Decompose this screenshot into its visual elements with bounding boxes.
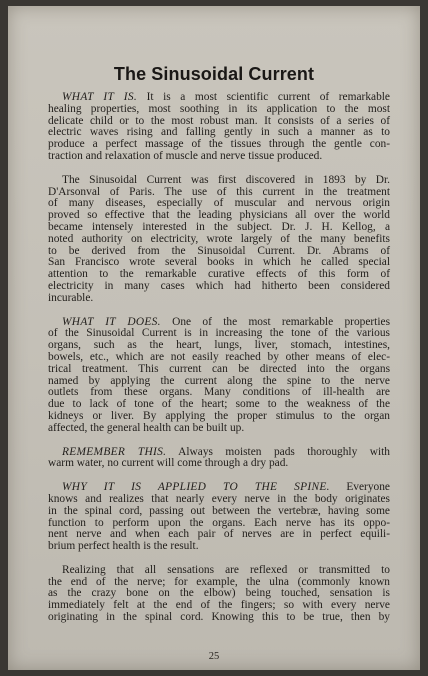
text-line: became intensely interested in the subject. Dr. J. H. Kellog, a [48,220,390,233]
text-line: outlets from these organs. Many conditions of ill-health are [48,386,390,399]
text-line: as the crazy bone on the elbow) being touched, sensation is [48,587,390,600]
text-line: proved so effective that the leading physicians all over the world [48,209,390,222]
text-line: originating in the spinal cord. Knowing this to be true, then by [48,611,390,624]
text-line-content: Everyone [346,481,390,494]
text-line: in the spinal cord, passing out between the vertebræ, having some [48,504,390,517]
page-body [48,92,390,636]
text-line: delicate child or to the most robust man. It consists of a series of [48,114,390,127]
paragraph-remember-this [48,447,390,471]
text-line: electric waves rising and falling gently in such a manner as to [48,126,390,139]
page-title: The Sinusoidal Current [113,64,315,84]
text-line: function to perform upon the organs. Each nerve has its oppo- [48,516,390,529]
text-line: brium perfect health is the result. [48,540,199,553]
paragraph-realizing [48,565,390,624]
text-line: to be derived from the Sinusoidal Current. Dr. Abrams of [48,244,390,257]
text-line-content: It is a most scientific current of remarkable [146,91,390,103]
text-line: attention to the remarkable curative effects of this form of [48,268,390,281]
text-line: organs, such as the heart, lungs, liver, stomach, intestines, [48,339,390,352]
text-line: affected, the general health can be built up. [48,421,245,434]
text-line: traction and relaxation of muscle and nerve tissue produced. [48,149,323,162]
paragraph-what-it-does [48,317,390,435]
paragraph-discovery [48,175,390,305]
text-line: The Sinusoidal Current was first discovered in 1893 by Dr. [62,173,390,186]
text-line: electricity in many cases which had hitherto been considered [48,279,390,292]
text-line: healing properties, most soothing in its application to the most [48,102,390,115]
paragraph-lead: WHY IT IS APPLIED TO THE SPINE. [62,481,330,494]
text-line: the end of the nerve; for example, the ulna (commonly known [48,575,390,588]
text-line: due to lack of tone of the heart; some to the weakness of the [48,398,390,411]
text-line: kidneys or liver. By applying the proper stimulus to the organ [48,409,390,422]
text-line-content: Always moisten pads thoroughly with [178,445,390,458]
text-line: Realizing that all sensations are reflexed or transmitted to [62,563,390,576]
text-line: warm water, no current will come through a dry pad. [48,457,289,470]
text-line: immediately felt at the end of the fingers; so with every nerve [48,599,390,612]
text-line: named by applying the current along the spine to the nerve [48,374,390,387]
text-line: San Francisco wrote several books in which he called special [48,256,390,269]
text-line: of many diseases, especially of muscular and nervous origin [48,197,390,210]
text-line: bowels, etc., which are not easily reached by other means of elec- [48,350,390,363]
text-line: knows and realizes that nearly every nerve in the body originates [48,492,390,505]
paragraph-lead: WHAT IT IS. [62,91,138,103]
paragraph-why-spine [48,482,390,553]
paragraph-lead: REMEMBER THIS. [62,445,167,458]
page-number: 25 [208,651,220,662]
text-line: nent nerve and when each pair of nerves are in perfect equili- [48,528,390,541]
text-line: incurable. [48,291,94,304]
paragraph-lead: WHAT IT DOES. [62,315,161,328]
text-line: of the Sinusoidal Current is in increasing the tone of the various [48,327,390,340]
text-line: noted authority on electricity, wrote largely of the many benefits [48,232,390,245]
text-line-content: One of the most remarkable properties [172,315,391,328]
text-line: trical treatment. This current can be directed into the organs [48,362,390,375]
text-line: D'Arsonval of Paris. The use of this current in the treatment [48,185,390,198]
book-page [8,6,420,670]
text-line: produce a perfect massage of the tissues through the gentle con- [48,138,390,151]
paragraph-what-it-is [48,92,390,163]
